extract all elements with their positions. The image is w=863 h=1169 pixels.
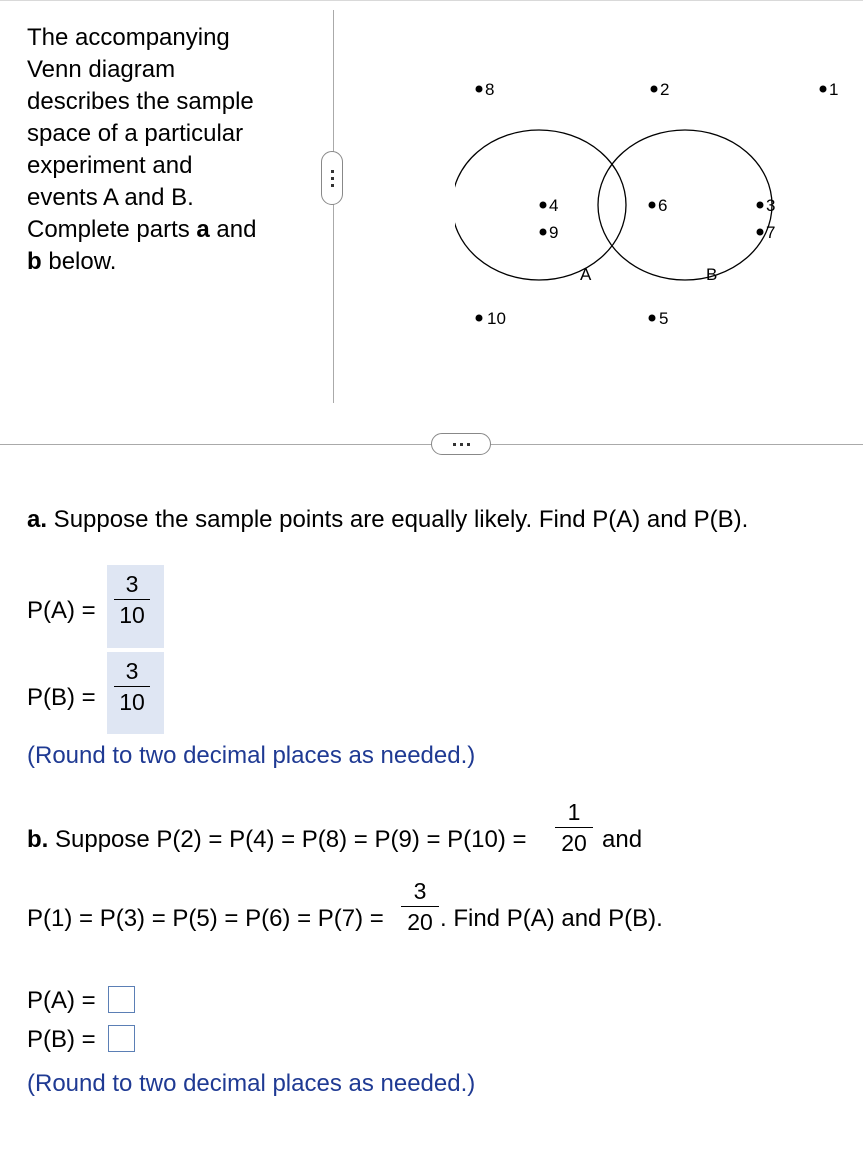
- intro-part-a: a: [196, 216, 210, 243]
- horizontal-resize-handle[interactable]: [431, 433, 491, 455]
- point-3-dot: [757, 202, 764, 209]
- handle-dot: [453, 443, 456, 446]
- intro-line: Venn diagram: [27, 56, 176, 83]
- intro-line: events A and B.: [27, 184, 194, 211]
- point-1-label: 1: [829, 80, 839, 99]
- part-a-pb-fraction: [114, 658, 150, 715]
- part-a-pa-label: P(A) =: [27, 597, 96, 624]
- top-rule: [0, 0, 863, 1]
- point-3-label: 3: [766, 196, 776, 215]
- intro-text-span: Complete parts: [27, 216, 197, 243]
- intro-text-span: below.: [41, 248, 117, 275]
- part-b-fraction-1-20: [555, 799, 593, 856]
- point-7-label: 7: [766, 223, 776, 242]
- part-b-pa-input[interactable]: [108, 986, 135, 1013]
- point-6-label: 6: [658, 196, 668, 215]
- part-b-pb-label: P(B) =: [27, 1026, 96, 1053]
- part-a-round-note: (Round to two decimal places as needed.): [27, 742, 476, 769]
- intro-line: describes the sample: [27, 88, 254, 115]
- intro-line: space of a particular: [27, 120, 244, 147]
- event-a-label: A: [580, 265, 592, 284]
- fraction-denominator: 10: [119, 602, 145, 628]
- part-b-pb-input[interactable]: [108, 1025, 135, 1052]
- point-10-dot: [476, 315, 483, 322]
- part-b-letter: b.: [27, 826, 49, 853]
- point-9-dot: [540, 229, 547, 236]
- part-a-pb-label: P(B) =: [27, 684, 96, 711]
- vertical-divider[interactable]: [333, 10, 334, 403]
- venn-diagram: [455, 60, 855, 350]
- point-1-dot: [820, 86, 827, 93]
- point-9-label: 9: [549, 223, 559, 242]
- vertical-resize-handle[interactable]: [321, 151, 343, 205]
- point-6-dot: [649, 202, 656, 209]
- point-8-label: 8: [485, 80, 495, 99]
- part-a-pa-fraction: [114, 571, 150, 628]
- part-a-letter: a.: [27, 506, 48, 533]
- fraction-numerator: 3: [413, 878, 427, 904]
- fraction-denominator: 20: [561, 830, 587, 856]
- intro-text: [27, 22, 297, 278]
- handle-dot: [460, 443, 463, 446]
- part-a-prompt: [27, 506, 748, 534]
- point-5-label: 5: [659, 309, 669, 328]
- event-b-ellipse: [598, 130, 772, 280]
- part-b-line1-text: Suppose P(2) = P(4) = P(8) = P(9) = P(10) =: [48, 826, 527, 853]
- point-4-dot: [540, 202, 547, 209]
- intro-line: The accompanying: [27, 24, 230, 51]
- fraction-numerator: 1: [567, 799, 581, 825]
- fraction-bar: [555, 827, 593, 828]
- point-5-dot: [649, 315, 656, 322]
- intro-text-span: and: [209, 216, 257, 243]
- intro-line: [27, 214, 297, 246]
- point-2-dot: [651, 86, 658, 93]
- part-b-pa-label: P(A) =: [27, 987, 96, 1014]
- handle-dot: [331, 170, 334, 173]
- fraction-bar: [114, 599, 150, 600]
- event-b-label: B: [706, 265, 718, 284]
- handle-dot: [331, 184, 334, 187]
- point-8-dot: [476, 86, 483, 93]
- part-b-fraction-3-20: [401, 878, 439, 935]
- part-b-round-note: (Round to two decimal places as needed.): [27, 1070, 476, 1097]
- intro-part-b: b: [27, 248, 42, 275]
- fraction-bar: [401, 906, 439, 907]
- point-2-label: 2: [660, 80, 670, 99]
- handle-dot: [467, 443, 470, 446]
- fraction-denominator: 10: [119, 689, 145, 715]
- fraction-denominator: 20: [407, 909, 433, 935]
- part-b-line1: [27, 826, 527, 854]
- part-b-line2-find: . Find P(A) and P(B).: [440, 905, 663, 932]
- part-a-prompt-text: Suppose the sample points are equally likely. Find P(A) and P(B).: [47, 506, 749, 533]
- fraction-bar: [114, 686, 150, 687]
- point-10-label: 10: [487, 309, 506, 328]
- fraction-numerator: 3: [125, 571, 139, 597]
- intro-line: experiment and: [27, 152, 193, 179]
- intro-line: [27, 246, 297, 278]
- point-4-label: 4: [549, 196, 559, 215]
- part-b-line1-and: and: [602, 826, 643, 853]
- handle-dot: [331, 177, 334, 180]
- fraction-numerator: 3: [125, 658, 139, 684]
- part-b-line2: P(1) = P(3) = P(5) = P(6) = P(7) =: [27, 905, 384, 932]
- point-7-dot: [757, 229, 764, 236]
